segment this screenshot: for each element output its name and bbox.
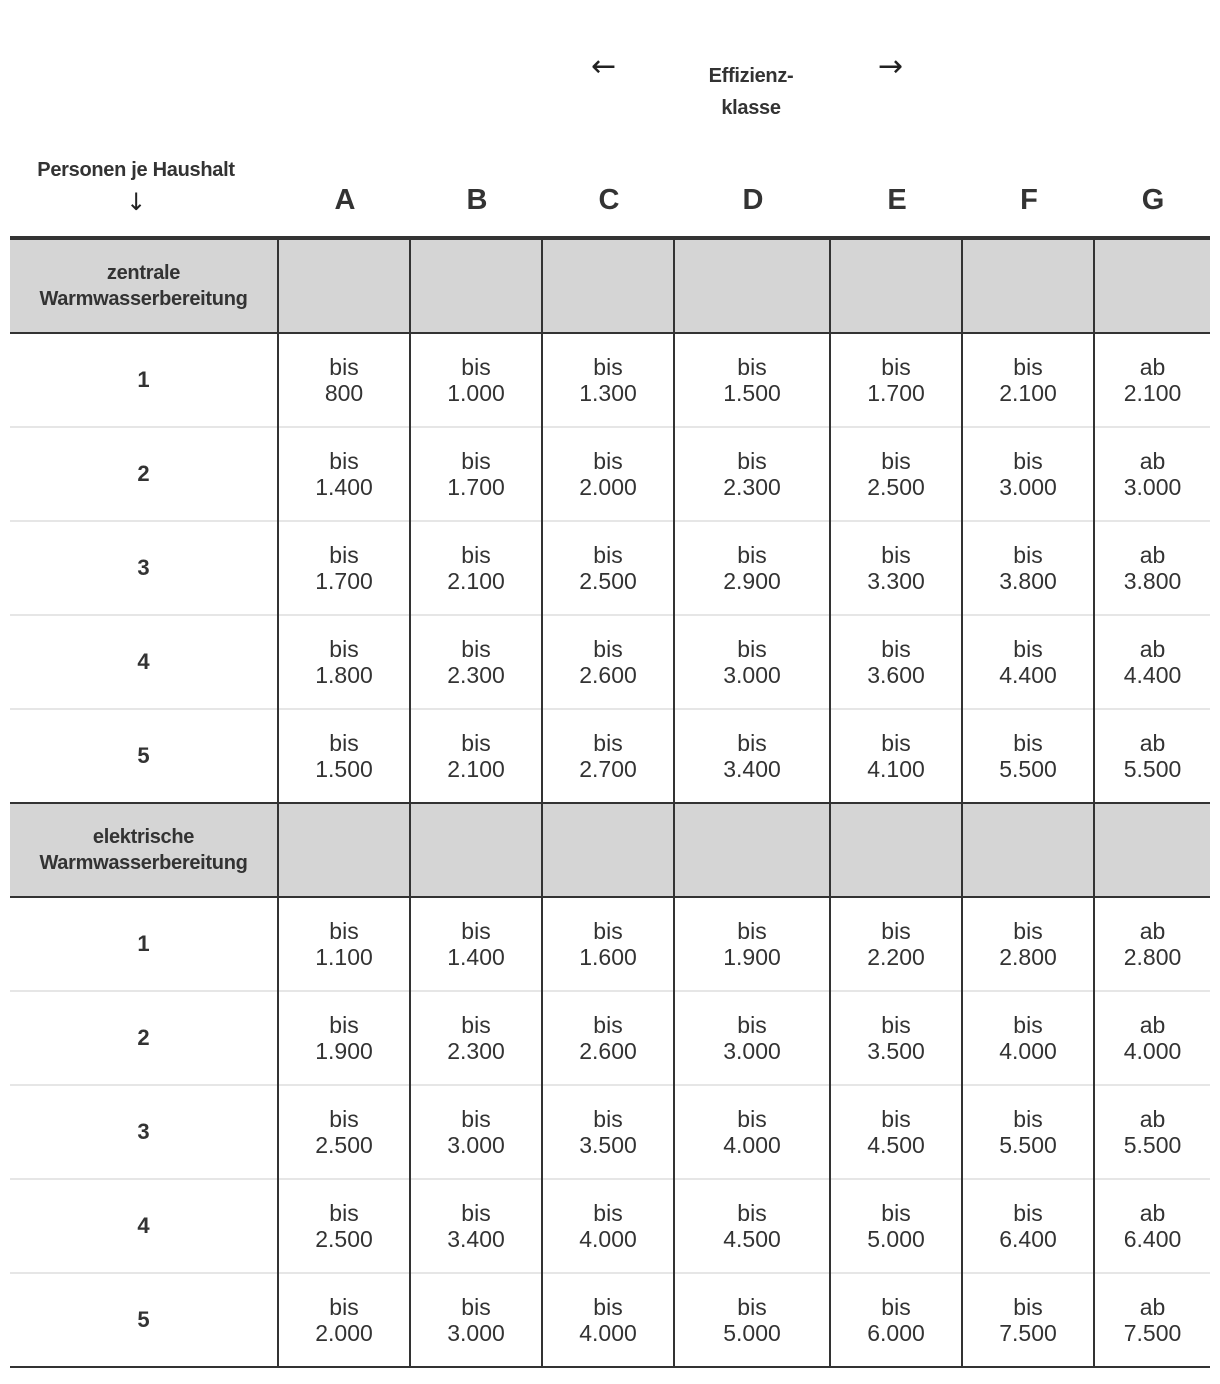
cell-value: 1.500	[315, 756, 373, 782]
table-row	[10, 991, 1210, 1085]
cell-value: 1.400	[447, 944, 505, 970]
cell-qualifier: bis	[461, 354, 491, 380]
consumption-cell	[830, 615, 962, 709]
cell-qualifier: ab	[1139, 542, 1166, 568]
consumption-cell	[1094, 615, 1210, 709]
section-empty-cell	[278, 238, 410, 333]
persons-count: 4	[10, 1179, 278, 1273]
table-row	[10, 1085, 1210, 1179]
consumption-cell	[542, 1273, 674, 1367]
consumption-cell	[278, 1179, 410, 1273]
cell-qualifier: bis	[461, 448, 491, 474]
cell-value: 1.600	[579, 944, 637, 970]
consumption-cell	[674, 1273, 830, 1367]
consumption-cell	[830, 427, 962, 521]
cell-value: 2.100	[999, 380, 1057, 406]
cell-qualifier: bis	[329, 636, 359, 662]
cell-qualifier: ab	[1139, 1106, 1166, 1132]
consumption-cell	[830, 709, 962, 803]
cell-qualifier: bis	[593, 1200, 623, 1226]
consumption-cell	[830, 521, 962, 615]
cell-value: 1.500	[723, 380, 781, 406]
cell-value: 3.500	[867, 1038, 925, 1064]
cell-qualifier: bis	[1013, 448, 1043, 474]
cell-qualifier: bis	[593, 1294, 623, 1320]
cell-qualifier: bis	[1013, 918, 1043, 944]
cell-value: 2.800	[1123, 944, 1182, 970]
section-empty-cell	[410, 803, 542, 897]
class-header-g: G	[1141, 184, 1165, 216]
consumption-cell	[674, 615, 830, 709]
table-row	[10, 1273, 1210, 1367]
cell-value: 4.500	[867, 1132, 925, 1158]
consumption-cell	[674, 897, 830, 991]
consumption-cell	[278, 1273, 410, 1367]
cell-qualifier: bis	[1013, 1012, 1043, 1038]
cell-value: 1.700	[315, 568, 373, 594]
class-header-d: D	[742, 184, 764, 216]
cell-qualifier: bis	[1013, 730, 1043, 756]
cell-qualifier: bis	[881, 354, 911, 380]
cell-qualifier: bis	[881, 730, 911, 756]
cell-qualifier: bis	[737, 1200, 767, 1226]
cell-qualifier: bis	[461, 1106, 491, 1132]
cell-value: 2.500	[579, 568, 637, 594]
cell-value: 4.000	[1123, 1038, 1182, 1064]
table-header	[10, 0, 1210, 238]
cell-value: 4.000	[579, 1226, 637, 1252]
cell-value: 3.800	[1123, 568, 1182, 594]
cell-qualifier: bis	[1013, 636, 1043, 662]
persons-count: 5	[10, 1273, 278, 1367]
cell-value: 4.000	[999, 1038, 1057, 1064]
cell-value: 2.000	[315, 1320, 373, 1346]
cell-qualifier: bis	[593, 918, 623, 944]
section-empty-cell	[542, 803, 674, 897]
consumption-cell	[278, 991, 410, 1085]
efficiency-label-line1: Effizienz-	[708, 65, 794, 87]
cell-value: 2.500	[315, 1226, 373, 1252]
cell-qualifier: bis	[329, 1200, 359, 1226]
cell-value: 4.500	[723, 1226, 781, 1252]
consumption-cell	[410, 1273, 542, 1367]
section-empty-cell	[1094, 803, 1210, 897]
cell-value: 1.000	[447, 380, 505, 406]
cell-value: 1.800	[315, 662, 373, 688]
cell-qualifier: bis	[461, 730, 491, 756]
cell-qualifier: bis	[737, 730, 767, 756]
cell-qualifier: bis	[737, 1106, 767, 1132]
consumption-cell	[962, 333, 1094, 427]
consumption-cell	[962, 709, 1094, 803]
section-label-line2: Warmwasserbereitung	[39, 288, 248, 310]
consumption-cell	[962, 897, 1094, 991]
cell-qualifier: bis	[593, 636, 623, 662]
persons-count: 3	[10, 1085, 278, 1179]
cell-qualifier: bis	[881, 1294, 911, 1320]
cell-value: 4.400	[1123, 662, 1182, 688]
cell-value: 2.300	[723, 474, 781, 500]
consumption-cell	[278, 709, 410, 803]
cell-value: 1.700	[447, 474, 505, 500]
table-row	[10, 897, 1210, 991]
consumption-cell	[1094, 897, 1210, 991]
cell-qualifier: ab	[1139, 1294, 1166, 1320]
cell-qualifier: bis	[461, 918, 491, 944]
consumption-cell	[1094, 991, 1210, 1085]
cell-qualifier: bis	[593, 1012, 623, 1038]
cell-qualifier: bis	[329, 1294, 359, 1320]
class-header-b: B	[466, 184, 488, 216]
consumption-cell	[674, 1179, 830, 1273]
cell-qualifier: ab	[1139, 730, 1166, 756]
cell-value: 1.100	[315, 944, 373, 970]
cell-value: 3.400	[447, 1226, 505, 1252]
persons-count: 5	[10, 709, 278, 803]
consumption-cell	[542, 1085, 674, 1179]
section-header-row	[10, 238, 1210, 333]
table-row	[10, 615, 1210, 709]
consumption-cell	[1094, 1273, 1210, 1367]
cell-value: 3.000	[723, 662, 781, 688]
cell-qualifier: ab	[1139, 918, 1166, 944]
cell-value: 2.000	[579, 474, 637, 500]
cell-value: 2.800	[999, 944, 1057, 970]
cell-value: 4.000	[723, 1132, 781, 1158]
cell-value: 3.000	[447, 1132, 505, 1158]
consumption-cell	[674, 427, 830, 521]
cell-qualifier: bis	[329, 542, 359, 568]
cell-value: 1.300	[579, 380, 637, 406]
cell-qualifier: bis	[329, 1012, 359, 1038]
consumption-cell	[962, 1179, 1094, 1273]
cell-value: 3.000	[447, 1320, 505, 1346]
cell-value: 3.000	[999, 474, 1057, 500]
cell-value: 2.500	[867, 474, 925, 500]
cell-value: 5.500	[1123, 1132, 1182, 1158]
consumption-cell	[542, 615, 674, 709]
section-label	[10, 803, 278, 897]
consumption-cell	[1094, 709, 1210, 803]
consumption-cell	[830, 991, 962, 1085]
consumption-cell	[962, 991, 1094, 1085]
consumption-cell	[410, 709, 542, 803]
cell-qualifier: bis	[329, 730, 359, 756]
consumption-cell	[830, 333, 962, 427]
section-header-row	[10, 803, 1210, 897]
consumption-cell	[962, 615, 1094, 709]
consumption-cell	[410, 615, 542, 709]
consumption-cell	[1094, 1179, 1210, 1273]
cell-value: 2.300	[447, 662, 505, 688]
consumption-cell	[278, 521, 410, 615]
arrow-left-icon: ←	[591, 49, 617, 84]
cell-value: 2.900	[723, 568, 781, 594]
consumption-cell	[542, 897, 674, 991]
consumption-cell	[962, 521, 1094, 615]
section-empty-cell	[674, 803, 830, 897]
consumption-cell	[410, 897, 542, 991]
efficiency-class-label	[681, 60, 821, 124]
arrow-down-icon: ↓	[126, 188, 146, 216]
consumption-cell	[674, 991, 830, 1085]
consumption-cell	[410, 521, 542, 615]
cell-value: 3.300	[867, 568, 925, 594]
consumption-cell	[278, 333, 410, 427]
consumption-cell	[1094, 1085, 1210, 1179]
consumption-cell	[830, 897, 962, 991]
cell-qualifier: bis	[1013, 1106, 1043, 1132]
cell-qualifier: bis	[461, 1294, 491, 1320]
cell-qualifier: bis	[737, 918, 767, 944]
cell-value: 1.400	[315, 474, 373, 500]
class-header-a: A	[334, 184, 356, 216]
cell-qualifier: bis	[461, 1200, 491, 1226]
cell-qualifier: bis	[461, 1012, 491, 1038]
consumption-cell	[410, 991, 542, 1085]
cell-qualifier: bis	[593, 730, 623, 756]
section-label-line1: elektrische	[92, 826, 195, 848]
cell-qualifier: bis	[881, 636, 911, 662]
cell-qualifier: bis	[737, 448, 767, 474]
cell-value: 7.500	[999, 1320, 1057, 1346]
consumption-cell	[278, 427, 410, 521]
consumption-cell	[962, 427, 1094, 521]
cell-value: 7.500	[1123, 1320, 1182, 1346]
cell-value: 4.000	[579, 1320, 637, 1346]
section-label-line1: zentrale	[106, 262, 181, 284]
cell-qualifier: ab	[1139, 448, 1166, 474]
cell-value: 5.000	[723, 1320, 781, 1346]
section-empty-cell	[830, 803, 962, 897]
consumption-cell	[1094, 521, 1210, 615]
cell-value: 3.600	[867, 662, 925, 688]
cell-qualifier: ab	[1139, 1200, 1166, 1226]
consumption-cell	[830, 1085, 962, 1179]
section-empty-cell	[962, 238, 1094, 333]
table-row	[10, 521, 1210, 615]
consumption-cell	[410, 1085, 542, 1179]
persons-count: 2	[10, 427, 278, 521]
consumption-cell	[830, 1273, 962, 1367]
cell-value: 1.700	[867, 380, 925, 406]
cell-qualifier: bis	[329, 1106, 359, 1132]
persons-count: 1	[137, 931, 150, 956]
cell-qualifier: bis	[881, 918, 911, 944]
persons-count: 2	[10, 991, 278, 1085]
cell-qualifier: bis	[593, 448, 623, 474]
cell-qualifier: bis	[737, 542, 767, 568]
class-header-c: C	[598, 184, 620, 216]
class-header-f: F	[1020, 184, 1038, 216]
cell-value: 2.100	[447, 568, 505, 594]
cell-qualifier: bis	[593, 1106, 623, 1132]
cell-qualifier: ab	[1139, 636, 1166, 662]
cell-qualifier: bis	[461, 542, 491, 568]
cell-value: 2.500	[315, 1132, 373, 1158]
consumption-cell	[542, 709, 674, 803]
consumption-cell	[1094, 333, 1210, 427]
cell-value: 2.300	[447, 1038, 505, 1064]
consumption-cell	[542, 427, 674, 521]
cell-qualifier: bis	[1013, 354, 1043, 380]
cell-qualifier: ab	[1139, 1012, 1166, 1038]
cell-value: 5.500	[1123, 756, 1182, 782]
cell-value: 5.500	[999, 756, 1057, 782]
table-row	[10, 1179, 1210, 1273]
section-label-line2: Warmwasserbereitung	[39, 852, 248, 874]
cell-value: 2.100	[1123, 380, 1182, 406]
cell-value: 3.800	[999, 568, 1057, 594]
consumption-cell	[1094, 427, 1210, 521]
section-empty-cell	[962, 803, 1094, 897]
cell-qualifier: bis	[593, 542, 623, 568]
cell-value: 1.900	[723, 944, 781, 970]
consumption-cell	[542, 1179, 674, 1273]
cell-value: 4.100	[867, 756, 925, 782]
cell-qualifier: bis	[737, 354, 767, 380]
cell-qualifier: bis	[1013, 542, 1043, 568]
cell-value: 2.100	[447, 756, 505, 782]
consumption-cell	[542, 333, 674, 427]
consumption-cell	[410, 427, 542, 521]
cell-value: 800	[324, 380, 364, 406]
cell-value: 1.900	[315, 1038, 373, 1064]
arrow-right-icon: →	[878, 49, 904, 84]
cell-qualifier: bis	[329, 354, 359, 380]
section-empty-cell	[1094, 238, 1210, 333]
consumption-cell	[278, 615, 410, 709]
cell-value: 2.700	[579, 756, 637, 782]
consumption-cell	[278, 897, 410, 991]
persons-count: 3	[10, 521, 278, 615]
cell-qualifier: bis	[881, 542, 911, 568]
cell-value: 6.400	[999, 1226, 1057, 1252]
cell-qualifier: bis	[881, 448, 911, 474]
efficiency-table	[10, 236, 1210, 1368]
section-label	[10, 238, 278, 333]
persons-label-text: Personen je Haushalt	[37, 159, 235, 181]
consumption-cell	[830, 1179, 962, 1273]
class-header-e: E	[887, 184, 907, 216]
cell-value: 2.200	[867, 944, 925, 970]
table-row	[10, 427, 1210, 521]
section-empty-cell	[542, 238, 674, 333]
consumption-cell	[542, 991, 674, 1085]
efficiency-label-line2: klasse	[721, 97, 781, 119]
consumption-cell	[674, 521, 830, 615]
cell-value: 2.600	[579, 1038, 637, 1064]
cell-qualifier: bis	[881, 1106, 911, 1132]
consumption-cell	[962, 1273, 1094, 1367]
cell-value: 6.400	[1123, 1226, 1182, 1252]
table-row	[10, 709, 1210, 803]
consumption-cell	[278, 1085, 410, 1179]
consumption-cell	[410, 333, 542, 427]
section-empty-cell	[410, 238, 542, 333]
cell-value: 3.000	[1123, 474, 1182, 500]
cell-value: 2.600	[579, 662, 637, 688]
cell-value: 3.500	[579, 1132, 637, 1158]
cell-qualifier: bis	[881, 1012, 911, 1038]
consumption-cell	[674, 709, 830, 803]
cell-qualifier: bis	[461, 636, 491, 662]
cell-value: 5.500	[999, 1132, 1057, 1158]
consumption-cell	[410, 1179, 542, 1273]
cell-value: 4.400	[999, 662, 1057, 688]
persons-per-household-label	[10, 155, 262, 219]
cell-qualifier: bis	[737, 1294, 767, 1320]
cell-qualifier: bis	[1013, 1294, 1043, 1320]
consumption-cell	[674, 333, 830, 427]
section-empty-cell	[674, 238, 830, 333]
cell-qualifier: ab	[1139, 354, 1166, 380]
cell-qualifier: bis	[737, 636, 767, 662]
consumption-cell	[962, 1085, 1094, 1179]
cell-qualifier: bis	[593, 354, 623, 380]
cell-qualifier: bis	[881, 1200, 911, 1226]
cell-value: 3.400	[723, 756, 781, 782]
cell-qualifier: bis	[1013, 1200, 1043, 1226]
consumption-cell	[542, 521, 674, 615]
cell-qualifier: bis	[329, 918, 359, 944]
persons-count: 4	[10, 615, 278, 709]
consumption-cell	[674, 1085, 830, 1179]
cell-qualifier: bis	[737, 1012, 767, 1038]
section-empty-cell	[830, 238, 962, 333]
table-row	[10, 333, 1210, 427]
cell-qualifier: bis	[329, 448, 359, 474]
cell-value: 6.000	[867, 1320, 925, 1346]
cell-value: 3.000	[723, 1038, 781, 1064]
cell-value: 5.000	[867, 1226, 925, 1252]
persons-count: 1	[137, 367, 150, 392]
section-empty-cell	[278, 803, 410, 897]
